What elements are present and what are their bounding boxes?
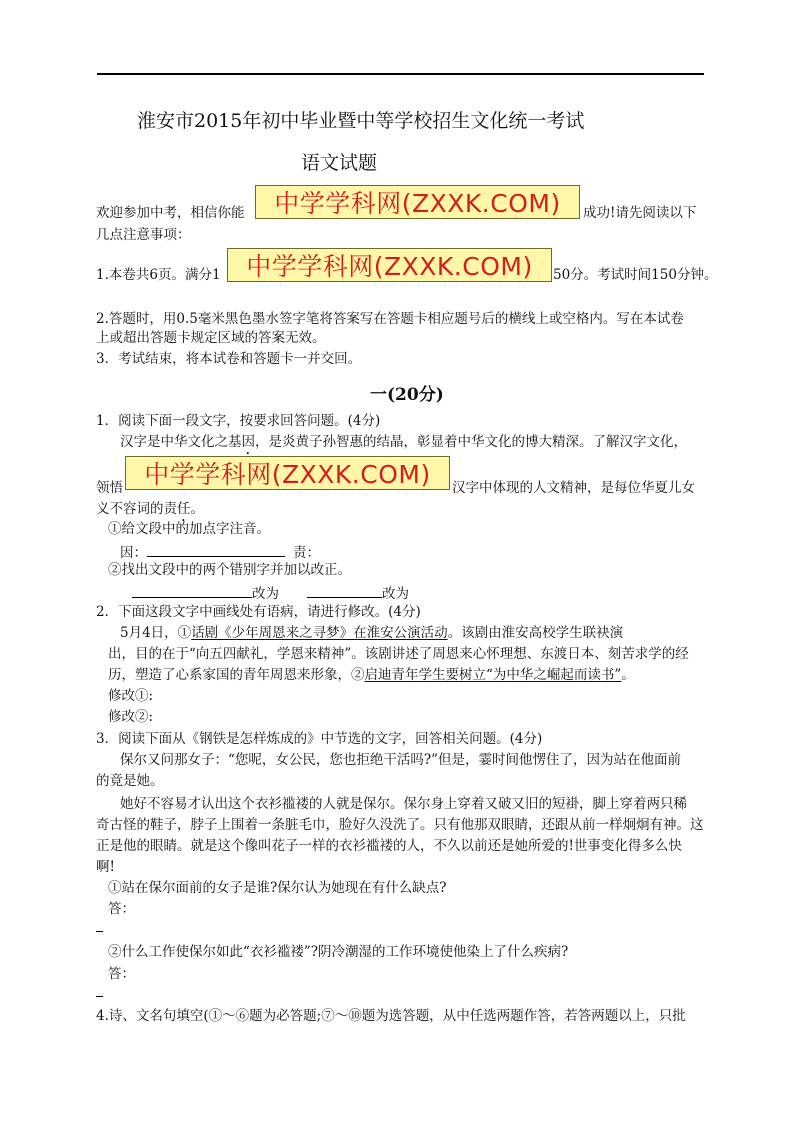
q3-sub1: ①站在保尔面前的女子是谁?保尔认为她现在有什么缺点? xyxy=(108,880,447,896)
answer-line-marker xyxy=(96,931,103,932)
q1-sub2: ②找出文段中的两个错别字并加以改正。 xyxy=(108,562,351,578)
q1-sub2-answers: 改为 改为 xyxy=(132,583,409,603)
watermark-stamp: 中学学科网(ZXXK.COM) xyxy=(255,185,580,219)
dotted-char-1: 因 xyxy=(241,434,255,450)
q2-line1: 5月4日，①话剧《少年周恩来之寻梦》在淮安公演活动。该剧由淮安高校学生联袂演 xyxy=(120,625,624,641)
underlined-phrase-2: 启迪青年学生要树立“为中华之崛起而读书” xyxy=(364,667,622,683)
q1-sub1-answers: 因： 责： xyxy=(120,542,320,562)
q3-p2-line2: 奇古怪的鞋子，脖子上围着一条脏毛巾，脸好久没洗了。只有他那双眼睛，还跟从前一样炯炯有神。这 xyxy=(96,817,704,833)
watermark-stamp: 中学学科网(ZXXK.COM) xyxy=(125,456,450,490)
q2-fix1: 修改①: xyxy=(108,688,154,704)
q3-sub1-answer-label: 答： xyxy=(108,901,135,917)
exam-title: 淮安市2015年初中毕业暨中等学校招生文化统一考试 xyxy=(137,110,585,132)
q3-p1-line1: 保尔又问那女子：“您呢，女公民，您也拒绝干活吗?”但是，霎时间他愣住了，因为站在他面前 xyxy=(120,752,682,768)
q2-line2: 出，目的在于“向五四献礼，学恩来精神”。该剧讲述了周恩来心怀理想、东渡日本、刻苦求学的经 xyxy=(108,646,689,662)
q1-paragraph-line2-start: 领悟 xyxy=(96,480,123,496)
q3-p1-line2: 的竟是她。 xyxy=(96,773,164,789)
header-rule xyxy=(97,73,704,75)
answer-blank-wrong2[interactable] xyxy=(307,583,382,598)
section-one-heading: 一(20分) xyxy=(370,385,444,405)
intro-line1-end: 成功!请先阅读以下 xyxy=(583,205,697,221)
note2-line-b: 上或超出答题卡规定区域的答案无效。 xyxy=(96,330,326,346)
note3: 3．考试结束，将本试卷和答题卡一并交回。 xyxy=(96,351,362,367)
note1-start: 1.本卷共6页。满分1 xyxy=(96,267,221,283)
q3-p2-line1: 她好不容易才认出这个衣衫褴褛的人就是保尔。保尔身上穿着又破又旧的短褂，脚上穿着两只稀 xyxy=(120,796,687,812)
q1-sub1: ①给文段中的加点字注音。 xyxy=(108,521,270,537)
q2-stem: 2．下面这段文字中画线处有语病，请进行修改。(4分) xyxy=(96,604,421,620)
note2-line-a: 2.答题时，用0.5毫米黑色墨水签字笔将答案写在答题卡相应题号后的横线上或空格内。写在本试卷 xyxy=(96,311,684,327)
underlined-phrase-1: 话剧《少年周恩来之寻梦》在淮安公演活动 xyxy=(191,625,448,641)
q3-p2-line4: 啊! xyxy=(96,859,115,875)
q2-fix2: 修改②: xyxy=(108,709,154,725)
watermark-stamp: 中学学科网(ZXXK.COM) xyxy=(227,248,552,282)
q1-paragraph-line3: 义不容词的责任。 xyxy=(96,501,204,517)
q4-stem: 4.诗、文名句填空(①～⑥题为必答题;⑦～⑩题为选答题，从中任选两题作答，若答两题以上，只批 xyxy=(96,1008,686,1024)
exam-subtitle: 语文试题 xyxy=(301,152,378,174)
answer-blank-yin[interactable] xyxy=(147,542,285,557)
q1-stem: 1．阅读下面一段文字，按要求回答问题。(4分) xyxy=(96,413,381,429)
note1-end: 50分。考试时间150分钟。 xyxy=(553,267,718,283)
q1-paragraph-line1: 汉字是中华文化之基因，是炎黄子孙智惠的结晶，彰显着中华文化的博大精深。了解汉字文化， xyxy=(120,434,687,450)
intro-line2: 几点注意事项： xyxy=(96,227,191,243)
dotted-char-2: 任 xyxy=(177,501,191,517)
q3-stem: 3．阅读下面从《钢铁是怎样炼成的》中节选的文字，回答相关问题。(4分) xyxy=(96,731,543,747)
intro-line1-start: 欢迎参加中考，相信你能 xyxy=(96,205,245,221)
q3-sub2-answer-label: 答： xyxy=(108,966,135,982)
q2-line3: 历，塑造了心系家国的青年周恩来形象，②启迪青年学生要树立“为中华之崛起而读书”。 xyxy=(108,667,635,683)
answer-line-marker xyxy=(96,996,103,997)
q1-paragraph-line2-end: 汉字中体现的人文精神，是每位华夏儿女 xyxy=(452,480,695,496)
q3-p2-line3: 正是他的眼睛。就是这个像叫花子一样的衣衫褴褛的人，不久以前还是她所爱的!世事变化得多么快 xyxy=(96,838,682,854)
q3-sub2: ②什么工作使保尔如此“衣衫褴褛”?阴冷潮湿的工作环境使他染上了什么疾病? xyxy=(108,944,569,960)
answer-blank-wrong1[interactable] xyxy=(132,583,252,598)
